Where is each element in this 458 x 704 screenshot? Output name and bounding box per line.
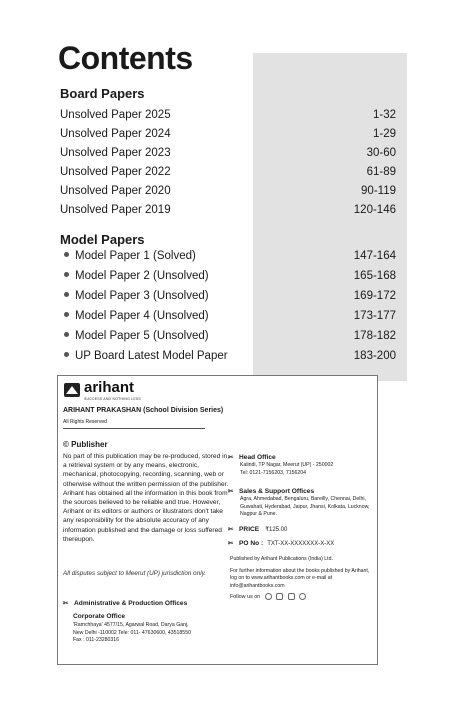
divider bbox=[63, 428, 205, 429]
po-label: PO No : bbox=[239, 540, 264, 547]
published-by: Published by Arihant Publications (India) Ltd. bbox=[230, 556, 333, 562]
youtube-icon[interactable] bbox=[288, 593, 295, 600]
arihant-logo-icon bbox=[64, 383, 80, 397]
price-value: ₹125.00 bbox=[265, 527, 288, 533]
entry-pages: 173-177 bbox=[353, 310, 396, 322]
entry-pages: 30-60 bbox=[366, 147, 396, 159]
contents-row[interactable] bbox=[60, 290, 396, 308]
logo-tagline: SUCCESS AND NOTHING LESS bbox=[84, 397, 141, 401]
scissors-icon: ✄ bbox=[228, 527, 234, 533]
entry-pages: 1-29 bbox=[372, 128, 396, 140]
contents-row[interactable] bbox=[60, 166, 396, 184]
series-title: ARIHANT PRAKASHAN (School Division Series) bbox=[63, 407, 224, 414]
twitter-icon[interactable] bbox=[276, 593, 283, 600]
jurisdiction-note: All disputes subject to Meerut (UP) jurisdiction only. bbox=[63, 570, 207, 577]
entry-title: Unsolved Paper 2024 bbox=[60, 128, 171, 140]
entry-title: Unsolved Paper 2023 bbox=[60, 147, 171, 159]
scissors-icon: ✄ bbox=[228, 541, 234, 547]
entry-pages: 1-32 bbox=[372, 109, 396, 121]
scissors-icon: ✄ bbox=[228, 489, 234, 495]
entry-title: Model Paper 3 (Unsolved) bbox=[75, 290, 209, 302]
section-heading-model-papers: Model Papers bbox=[60, 232, 145, 247]
publisher-notice: No part of this publication may be re-produced, stored in a retrieval system or by any means, electronic, mechanical, photocopying, recording, scanning, web or otherwise without the written permission of the publisher. Arihant has obtained all the information in this book from the sources believed to be reliable and true. However, Arihant or its editors or authors or illustrators don't take any responsibility for the absolute accuracy of any information published and the damage or loss suffered thereupon. bbox=[63, 453, 229, 543]
entry-pages: 183-200 bbox=[353, 350, 396, 362]
price-line bbox=[228, 526, 373, 534]
entry-title: Model Paper 4 (Unsolved) bbox=[75, 310, 209, 322]
page-title: Contents bbox=[58, 40, 193, 76]
contents-row[interactable] bbox=[60, 270, 396, 288]
sales-offices-heading: Sales & Support Offices bbox=[239, 488, 315, 495]
instagram-icon[interactable] bbox=[299, 593, 306, 600]
entry-pages: 178-182 bbox=[353, 330, 396, 342]
entry-title: Model Paper 2 (Unsolved) bbox=[75, 270, 209, 282]
entry-title: Unsolved Paper 2022 bbox=[60, 166, 171, 178]
entry-pages: 165-168 bbox=[353, 270, 396, 282]
entry-title: Model Paper 1 (Solved) bbox=[75, 250, 196, 262]
entry-title: Unsolved Paper 2025 bbox=[60, 109, 171, 121]
bullet-icon bbox=[64, 252, 69, 257]
follow-us bbox=[230, 593, 306, 600]
bullet-icon bbox=[64, 312, 69, 317]
entry-title: Unsolved Paper 2019 bbox=[60, 204, 171, 216]
bullet-icon bbox=[64, 352, 69, 357]
imprint-box bbox=[57, 375, 378, 665]
admin-offices-heading: ✄ Administrative & Production Offices bbox=[63, 600, 188, 607]
rights-reserved: All Rights Reserved bbox=[63, 419, 107, 425]
logo-wordmark: arihant bbox=[84, 379, 135, 396]
bullet-icon bbox=[64, 272, 69, 277]
entry-title: Unsolved Paper 2020 bbox=[60, 185, 171, 197]
sales-offices: ✄ Sales & Support Offices Agra, Ahmedabad, Bengaluru, Bareilly, Chennai, Delhi, Guwahati, Hyderabad, Jaipur, Jhansi, Kolkata, Lucknow, Nagpur & Pune. bbox=[228, 488, 370, 517]
entry-pages: 147-164 bbox=[353, 250, 396, 262]
contents-row[interactable] bbox=[60, 204, 396, 222]
head-office-heading: Head Office bbox=[239, 454, 276, 461]
follow-label: Follow us on bbox=[230, 593, 261, 600]
po-line bbox=[228, 540, 373, 548]
entry-pages: 90-119 bbox=[361, 185, 396, 197]
bullet-icon bbox=[64, 292, 69, 297]
contents-row[interactable] bbox=[60, 330, 396, 348]
contents-row[interactable] bbox=[60, 128, 396, 146]
head-office: ✄ Head Office Kalindi, TP Nagar, Meerut (UP) - 250002 Tel: 0121-7156203, 7156204 bbox=[228, 454, 334, 476]
entry-pages: 120-146 bbox=[353, 204, 396, 216]
price-label: PRICE bbox=[239, 526, 260, 533]
scissors-icon: ✄ bbox=[228, 455, 234, 461]
corporate-office-address: 'Ramchhaya' 4577/15, Agarwal Road, Darya Ganj, New Delhi -110002 Tele: 011- 47630600, 43518550 Fax : 011-23280316 bbox=[73, 622, 191, 644]
bullet-icon bbox=[64, 332, 69, 337]
po-value: TXT-XX-XXXXXXX-X-XX bbox=[267, 541, 335, 547]
contents-row[interactable] bbox=[60, 109, 396, 127]
entry-pages: 169-172 bbox=[353, 290, 396, 302]
entry-title: Model Paper 5 (Unsolved) bbox=[75, 330, 209, 342]
section-heading-board-papers: Board Papers bbox=[60, 86, 145, 101]
entry-pages: 61-89 bbox=[366, 166, 396, 178]
contents-row[interactable] bbox=[60, 185, 396, 203]
contents-row[interactable] bbox=[60, 310, 396, 328]
further-info: For further information about the books published by Arihant, log on to www.arihantbooks.com or e-mail at info@arihantbooks.com bbox=[230, 568, 370, 589]
scissors-icon: ✄ bbox=[63, 601, 69, 607]
contents-row[interactable] bbox=[60, 350, 396, 368]
publisher-heading: © Publisher bbox=[63, 440, 108, 449]
corporate-office-heading: Corporate Office bbox=[73, 613, 126, 620]
contents-row[interactable] bbox=[60, 147, 396, 165]
entry-title: UP Board Latest Model Paper bbox=[75, 350, 228, 362]
facebook-icon[interactable] bbox=[265, 593, 272, 600]
contents-row[interactable] bbox=[60, 250, 396, 268]
